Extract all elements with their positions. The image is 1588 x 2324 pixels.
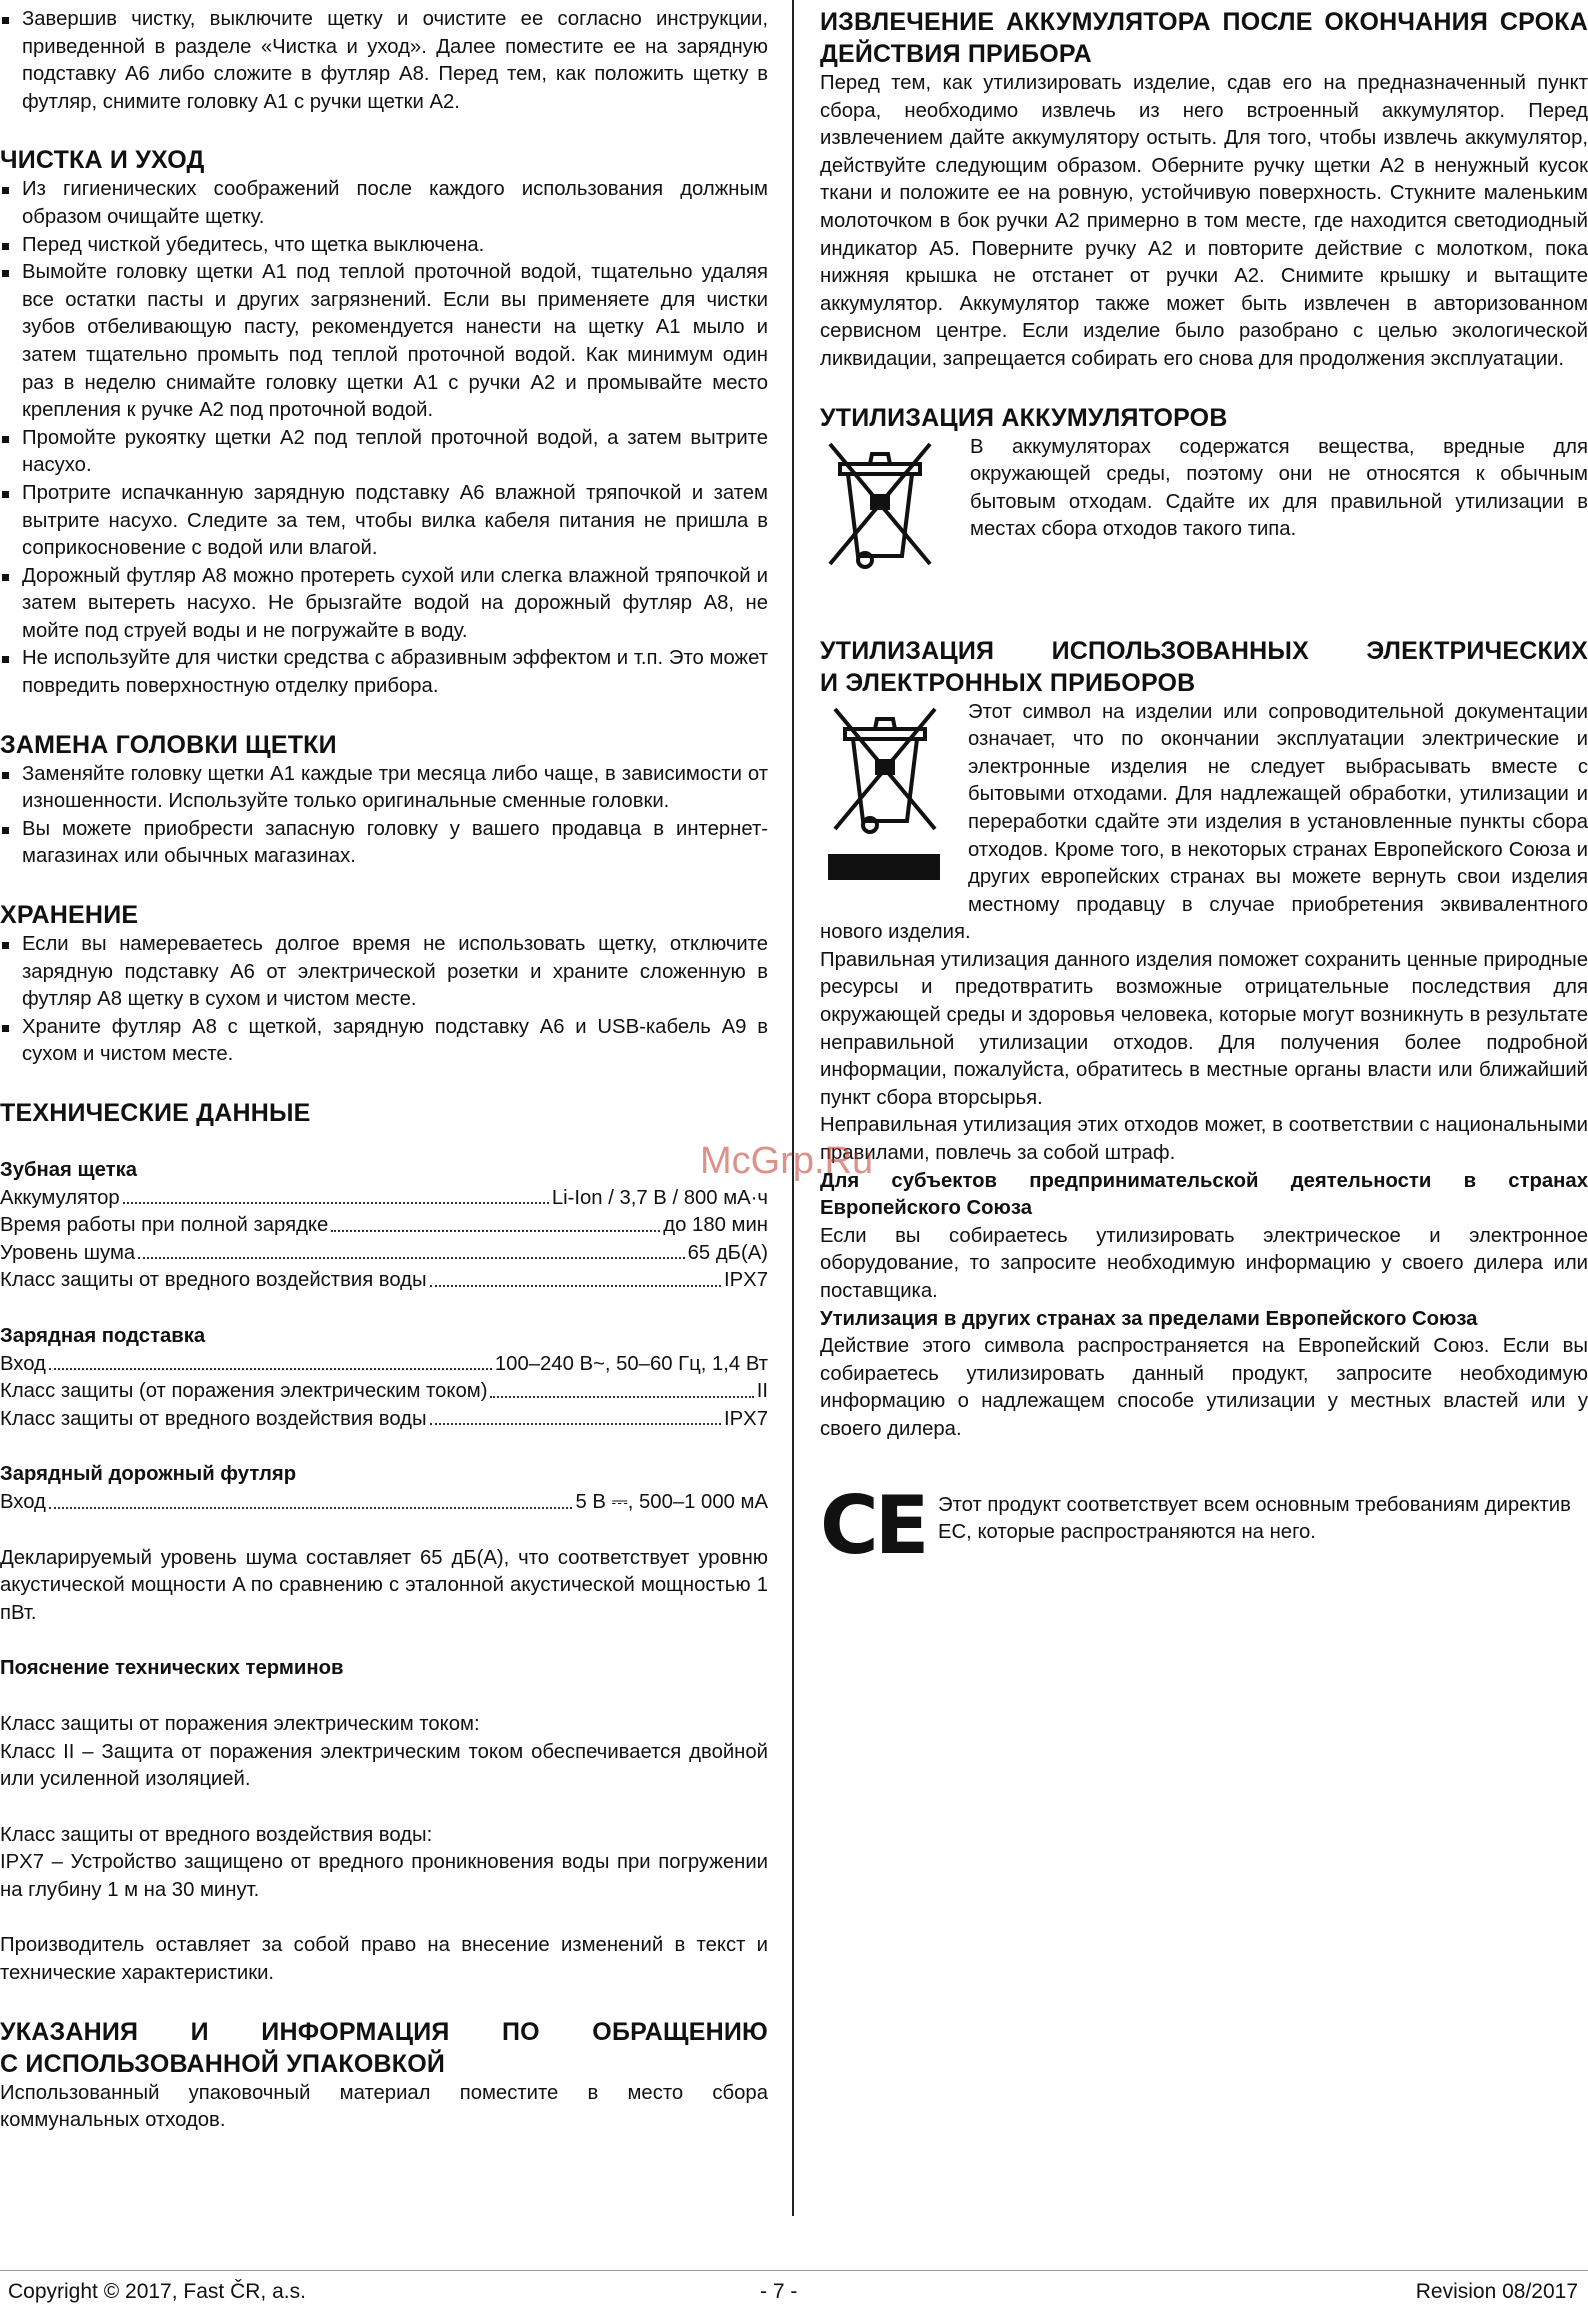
spec-row: Класс защиты (от поражения электрическим током) II	[0, 1380, 768, 1403]
spec-row: Уровень шума 65 дБ(A)	[0, 1241, 768, 1264]
battery-removal-text: Перед тем, как утилизировать изделие, сдав его на предназначенный пункт сбора, необходимо извлечь из него встроенный аккумулятор. Перед извлечением дайте аккумулятору остыть. Для того, чтобы извлечь аккумулятор, действуйте следующим образом. Оберните ручку щетки A2 в ненужный кусок ткани и положите ее на ровную, устойчивую поверхность. Стукните маленьким молоточком в бок ручки A2 примерно в том месте, где находится светодиодный индикатор A5. Поверните ручку A2 и повторите действие с молотком, пока нижняя крышка не отстанет от ручки A2. Снимите крышку и вытащите аккумулятор. Аккумулятор также может быть извлечен в авторизованном сервисном центре. Если изделие было разобрано с целью экологической ликвидации, запрещается собирать его снова для продолжения эксплуатации.	[820, 72, 1588, 370]
spec-row: Вход 5 В ⎓, 500–1 000 мА	[0, 1490, 768, 1513]
section-title-packaging-2: С ИСПОЛЬЗОВАННОЙ УПАКОВКОЙ	[0, 2049, 446, 2078]
left-column	[0, 0, 768, 2135]
weee-text-1: Этот символ на изделии или сопроводительной документации означает, что по окончании эксплуатации электрические и электронные изделия не следует выбрасывать вместе с бытовыми отходами. Для надлежащей обработки, утилизации и переработки сдайте эти изделия в установленные пункты сбора отходов. Кроме того, в некоторых странах Европейского Союза и других европейских странах вы можете вернуть свои изделия местному продавцу в случае приобретения эквивалентного нового изделия.	[820, 700, 1588, 944]
ce-block	[820, 1478, 1588, 1572]
ce-mark: CE	[820, 1478, 926, 1572]
terms-water-head: Класс защиты от вредного воздействия воды:	[0, 1823, 433, 1846]
list-item: Промойте рукоятку щетки A2 под теплой проточной водой, а затем вытрите насухо.	[0, 425, 768, 480]
non-eu-text: Действие этого символа распространяется на Европейский Союз. Если вы собираетесь утилизировать данный продукт, запросите необходимую информацию о надлежащем способе утилизации у местных властей или у своего дилера.	[820, 1335, 1588, 1440]
section-title-head: ЗАМЕНА ГОЛОВКИ ЩЕТКИ	[0, 730, 337, 759]
noise-note: Декларируемый уровень шума составляет 65 дБ(A), что соответствует уровню акустической мощности A по сравнению с эталонной акустической мощностью 1 пВт.	[0, 1546, 768, 1624]
section-title-care: ЧИСТКА И УХОД	[0, 146, 205, 175]
crossed-bin-icon	[820, 434, 960, 579]
spec-group-title: Зарядная подставка	[0, 1324, 206, 1347]
list-item: Протрите испачканную зарядную подставку A6 влажной тряпочкой и затем вытрите насухо. Следите за тем, чтобы вилка кабеля питания не пришла в соприкосновение с водой или влагой.	[0, 480, 768, 563]
section-title-battery-removal-2: ДЕЙСТВИЯ ПРИБОРА	[820, 40, 1092, 68]
weee-block	[820, 699, 1588, 947]
column-divider	[792, 0, 794, 2216]
battery-disposal-text: В аккумуляторах содержатся вещества, вредные для окружающей среды, поэтому они не относятся к обычным бытовым отходам. Сдайте их для правильной утилизации в местах сбора отходов такого типа.	[970, 435, 1588, 541]
eu-title: Для субъектов предпринимательской деятельности в странах Европейского Союза	[820, 1169, 1588, 1220]
spec-row: Вход 100–240 В~, 50–60 Гц, 1,4 Вт	[0, 1352, 768, 1375]
list-item: Храните футляр A8 с щеткой, зарядную подставку A6 и USB-кабель A9 в сухом и чистом месте.	[0, 1014, 768, 1069]
watermark: McGrp.Ru	[700, 1140, 874, 1182]
list-item: Дорожный футляр A8 можно протереть сухой или слегка влажной тряпочкой и затем вытереть насухо. Не брызгайте водой на дорожный футляр A8, не мойте под струей воды и не погружайте в воду.	[0, 563, 768, 646]
section-title-storage: ХРАНЕНИЕ	[0, 901, 139, 930]
storage-list	[0, 931, 768, 1069]
spec-row: Класс защиты от вредного воздействия воды IPX7	[0, 1269, 768, 1292]
eu-text: Если вы собираетесь утилизировать электрическое и электронное оборудование, то запросите необходимую информацию у своего дилера или поставщика.	[820, 1224, 1588, 1302]
section-title-weee: УТИЛИЗАЦИЯ ИСПОЛЬЗОВАННЫХ ЭЛЕКТРИЧЕСКИХ	[820, 636, 1588, 665]
spec-group-title: Зубная щетка	[0, 1159, 137, 1181]
weee-text-3: Неправильная утилизация этих отходов может, в соответствии с национальными правилами, повлечь за собой штраф.	[820, 1114, 1588, 1165]
weee-text-2: Правильная утилизация данного изделия поможет сохранить ценные природные ресурсы и предотвратить возможные отрицательные последствия для окружающей среды и здоровья человека, которые могут возникнуть в результате неправильной утилизации отходов. Для получения более подробной информации, пожалуйста, обратитесь в местные органы власти или ближайший пункт сбора вторсырья.	[820, 948, 1588, 1109]
intro-list	[0, 6, 768, 116]
ce-text: Этот продукт соответствует всем основным требованиям директив ЕС, которые распространяются на него.	[938, 1493, 1571, 1544]
footer-page-number: - 7 -	[760, 2280, 798, 2303]
spec-row: Аккумулятор Li-Ion / 3,7 В / 800 мА·ч	[0, 1186, 768, 1209]
footer-copyright: Copyright © 2017, Fast ČR, a.s.	[8, 2280, 306, 2303]
spec-row: Время работы при полной зарядке до 180 мин	[0, 1214, 768, 1237]
section-title-battery-removal: ИЗВЛЕЧЕНИЕ АККУМУЛЯТОРА ПОСЛЕ ОКОНЧАНИЯ СРОКА	[820, 8, 1588, 36]
terms-electric-head: Класс защиты от поражения электрическим током:	[0, 1712, 480, 1735]
reserve-note: Производитель оставляет за собой право на внесение изменений в текст и технические характеристики.	[0, 1934, 768, 1985]
list-item: Заменяйте головку щетки A1 каждые три месяца либо чаще, в зависимости от изношенности. Используйте только оригинальные сменные головки.	[0, 761, 768, 816]
spec-group-title: Зарядный дорожный футляр	[0, 1463, 297, 1486]
list-item: Не используйте для чистки средства с абразивным эффектом и т.п. Это может повредить поверхностную отделку прибора.	[0, 645, 768, 700]
non-eu-title: Утилизация в других странах за пределами Европейского Союза	[820, 1307, 1478, 1330]
section-title-battery-disposal: УТИЛИЗАЦИЯ АККУМУЛЯТОРОВ	[820, 403, 1228, 432]
list-item: Перед чисткой убедитесь, что щетка выключена.	[0, 232, 768, 260]
list-item: Завершив чистку, выключите щетку и очистите ее согласно инструкции, приведенной в разделе «Чистка и уход». Далее поместите ее на зарядную подставку A6 либо сложите в футляр A8. Перед тем, как положить щетку в футляр, снимите головку A1 с ручки щетки A2.	[0, 6, 768, 116]
footer-rule	[0, 2270, 1588, 2271]
terms-title: Пояснение технических терминов	[0, 1657, 344, 1680]
list-item: Если вы намереваетесь долгое время не использовать щетку, отключите зарядную подставку A6 от электрической розетки и храните сложенную в футляр A8 щетку в сухом и чистом месте.	[0, 931, 768, 1014]
footer-revision: Revision 08/2017	[1415, 2280, 1578, 2303]
terms-water-body: IPX7 – Устройство защищено от вредного проникновения воды при погружении на глубину 1 м на 30 минут.	[0, 1851, 768, 1901]
list-item: Вы можете приобрести запасную головку у вашего продавца в интернет-магазинах или обычных магазинах.	[0, 816, 768, 871]
terms-electric-body: Класс II – Защита от поражения электрическим током обеспечивается двойной или усиленной изоляцией.	[0, 1740, 768, 1791]
right-column	[820, 0, 1588, 1572]
list-item: Вымойте головку щетки A1 под теплой проточной водой, тщательно удаляя все остатки пасты и других загрязнений. Если вы применяете для чистки зубов отбеливающую пасту, рекомендуется нанести на щетку A1 мыло и затем тщательно промыть под теплой проточной водой. Как минимум один раз в неделю снимайте головку щетки A1 с ручки A2 и промывайте место крепления к ручке A2 под проточной водой.	[0, 259, 768, 425]
head-list	[0, 761, 768, 871]
packaging-text: Использованный упаковочный материал поместите в место сбора коммунальных отходов.	[0, 2081, 768, 2132]
crossed-bin-bar-icon	[820, 699, 960, 899]
battery-disposal-block	[820, 434, 1588, 579]
spec-row: Класс защиты от вредного воздействия воды IPX7	[0, 1407, 768, 1430]
list-item: Из гигиенических соображений после каждого использования должным образом очищайте щетку.	[0, 176, 768, 231]
care-list	[0, 176, 768, 700]
section-title-tech: ТЕХНИЧЕСКИЕ ДАННЫЕ	[0, 1099, 311, 1127]
section-title-packaging: УКАЗАНИЯ И ИНФОРМАЦИЯ ПО ОБРАЩЕНИЮ	[0, 2017, 768, 2046]
section-title-weee-2: И ЭЛЕКТРОННЫХ ПРИБОРОВ	[820, 668, 1196, 697]
